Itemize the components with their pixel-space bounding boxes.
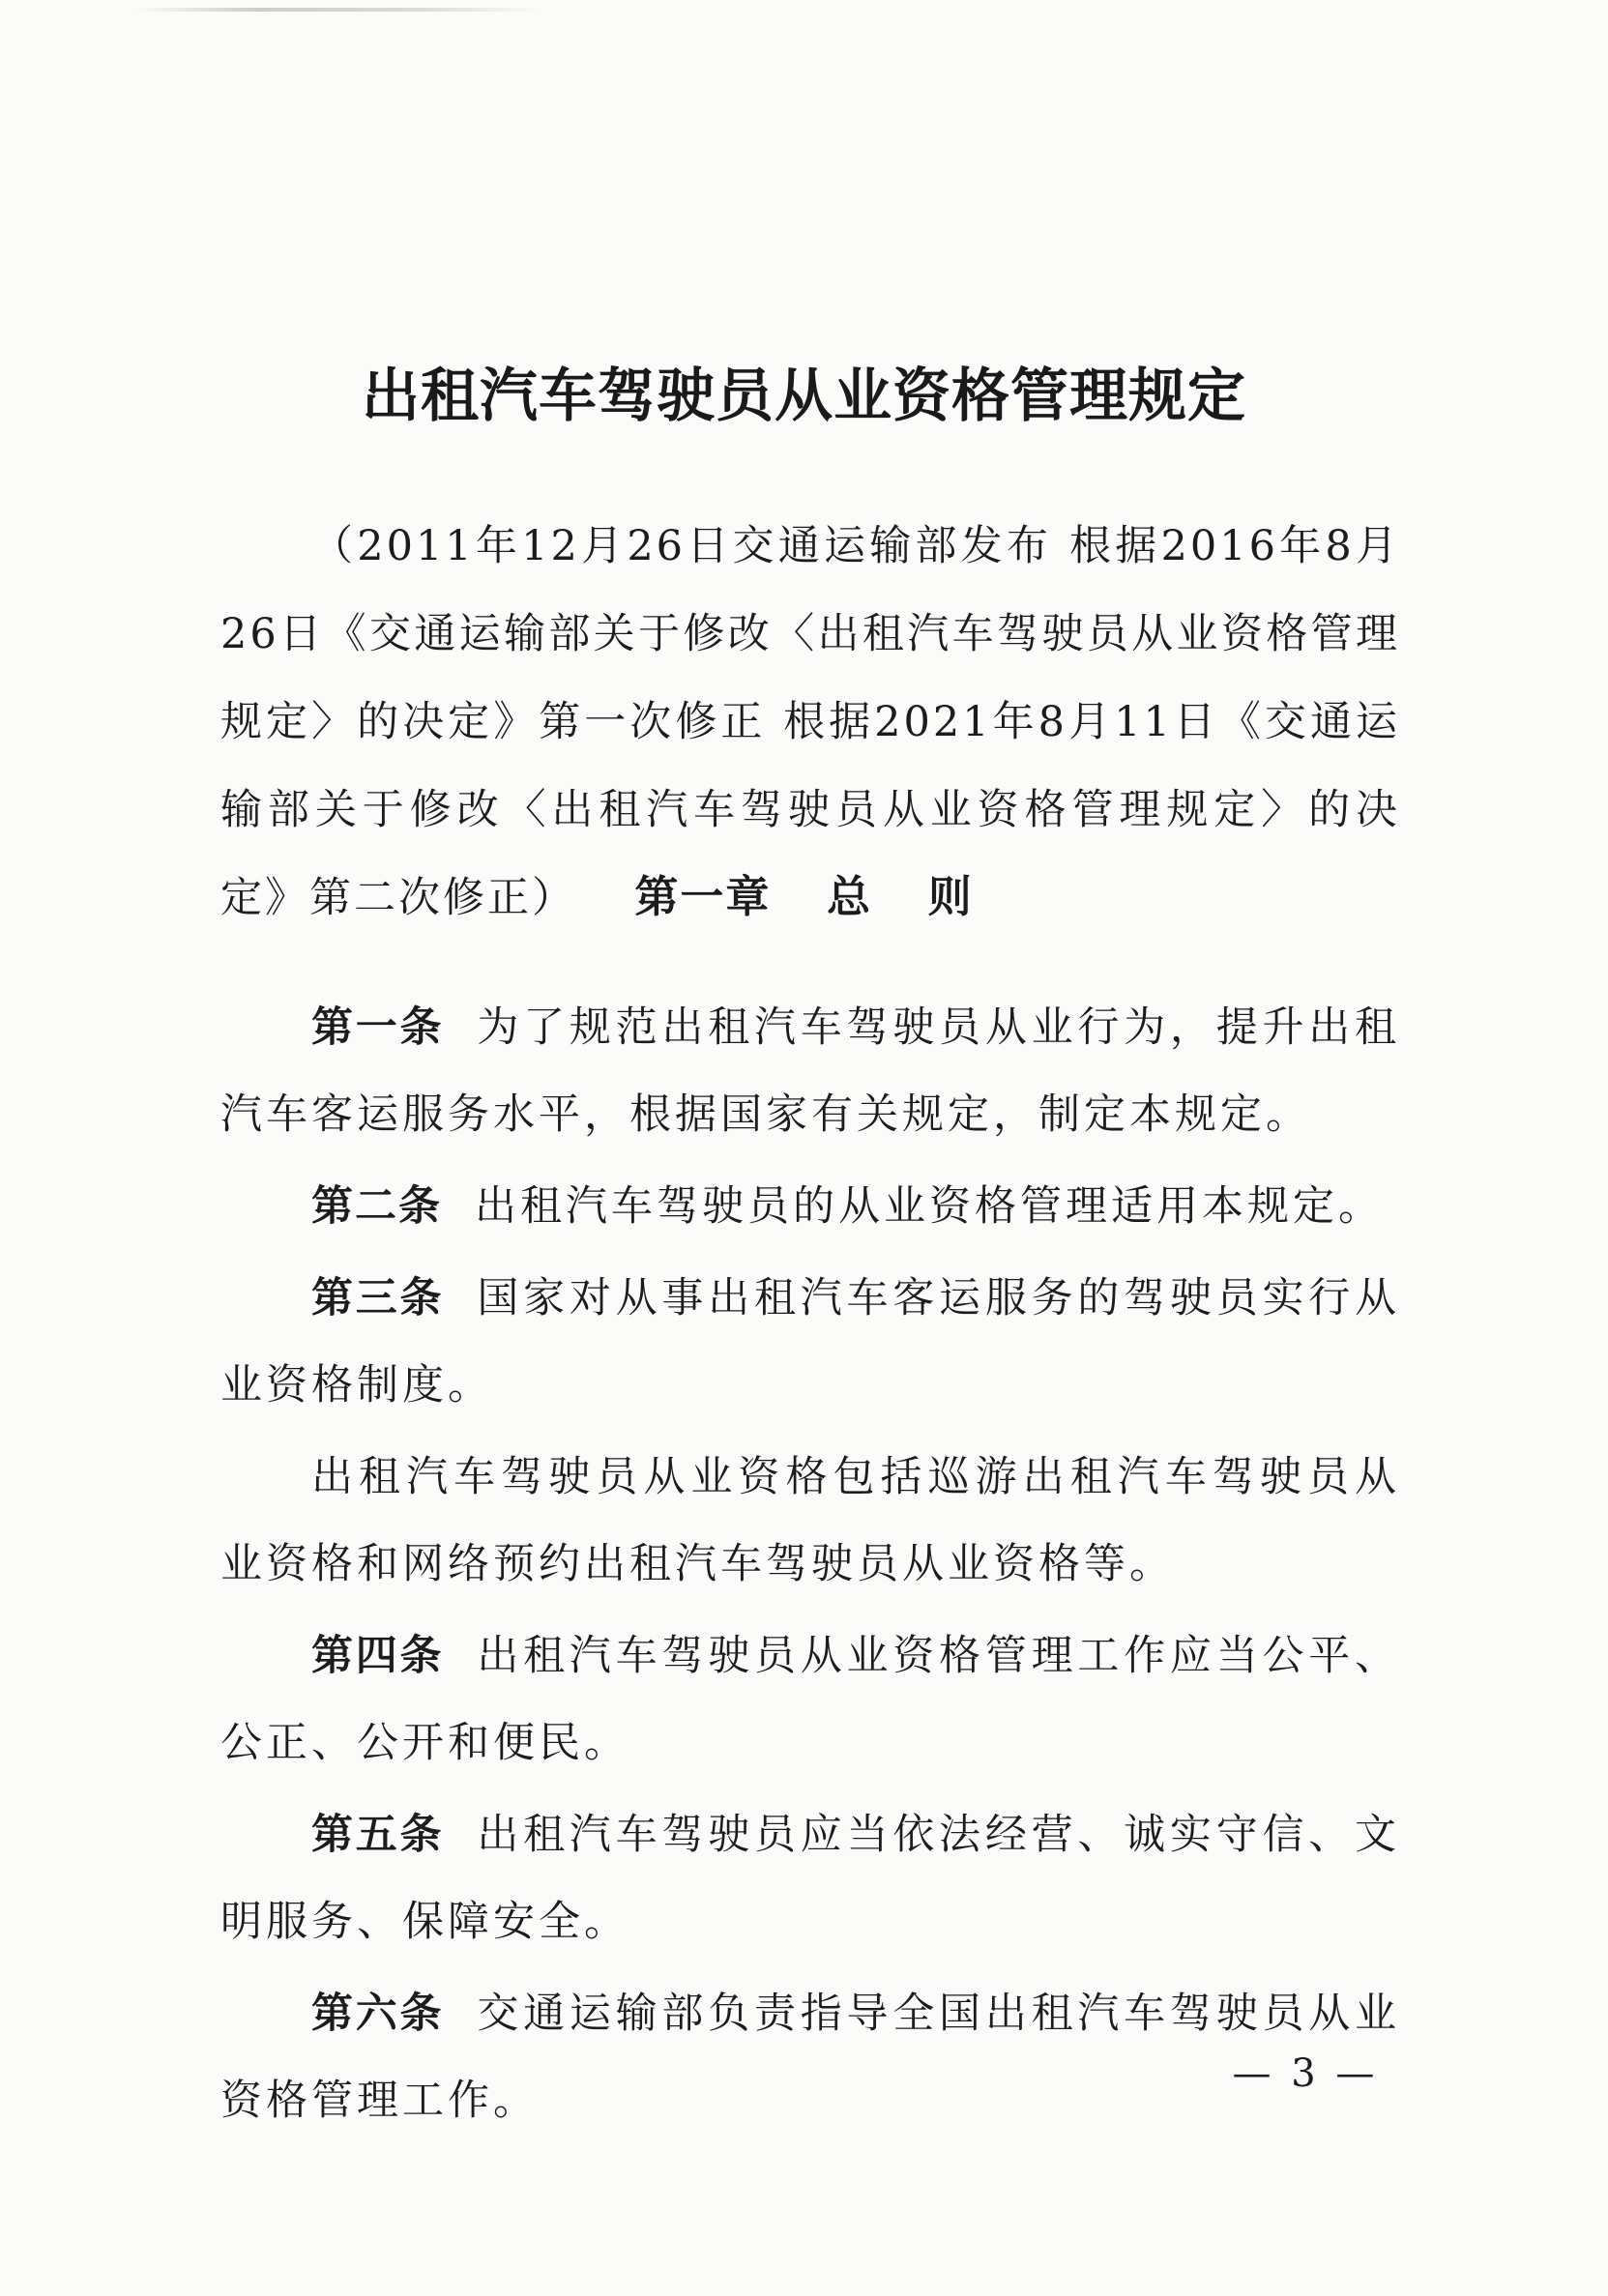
article-number: 第一条 [311, 1003, 445, 1052]
article-number: 第二条 [311, 1182, 442, 1231]
article-paragraph [220, 1255, 1400, 1429]
article-number: 第四条 [311, 1632, 445, 1680]
article-text: 交通运输部负责指导全国出租汽车驾驶员从业资格管理工作。 [220, 1990, 1401, 2125]
continuation-paragraph [220, 1434, 1400, 1608]
article-text: 出租汽车驾驶员的从业资格管理适用本规定。 [475, 1182, 1384, 1231]
article-text: 出租汽车驾驶员应当依法经营、诚实守信、文明服务、保障安全。 [220, 1811, 1401, 1946]
article-paragraph [220, 1613, 1400, 1787]
document-body [220, 984, 1400, 2149]
article-text: 为了规范出租汽车驾驶员从业行为，提升出租汽车客运服务水平，根据国家有关规定，制定本规定。 [220, 1003, 1401, 1139]
chapter-heading: 第一章 总 则 [634, 871, 974, 922]
article-number: 第三条 [311, 1274, 445, 1322]
document-title: 出租汽车驾驶员从业资格管理规定 [362, 363, 1246, 430]
article-text: 国家对从事出租汽车客运服务的驾驶员实行从业资格制度。 [220, 1274, 1401, 1410]
revision-note: （2011年12月26日交通运输部发布 根据2016年8月26日《交通运输部关于修改〈出租汽车驾驶员从业资格管理规定〉的决定》第一次修正 根据2021年8月11日《交通运输部关于修改〈出租汽车驾驶员从业资格管理规定〉的决定》第二次修正） [220, 522, 1400, 922]
article-paragraph [220, 1163, 1400, 1250]
article-number: 第五条 [311, 1811, 445, 1859]
article-paragraph [220, 1791, 1400, 1965]
paragraph-text: 出租汽车驾驶员从业资格包括巡游出租汽车驾驶员从业资格和网络预约出租汽车驾驶员从业资格等。 [220, 1453, 1400, 1588]
article-number: 第六条 [311, 1990, 445, 2038]
article-paragraph [220, 984, 1400, 1158]
scan-mark [135, 8, 541, 12]
page-number: — 3 — [1232, 2051, 1379, 2096]
article-text: 出租汽车驾驶员从业资格管理工作应当公平、公正、公开和便民。 [220, 1632, 1401, 1767]
